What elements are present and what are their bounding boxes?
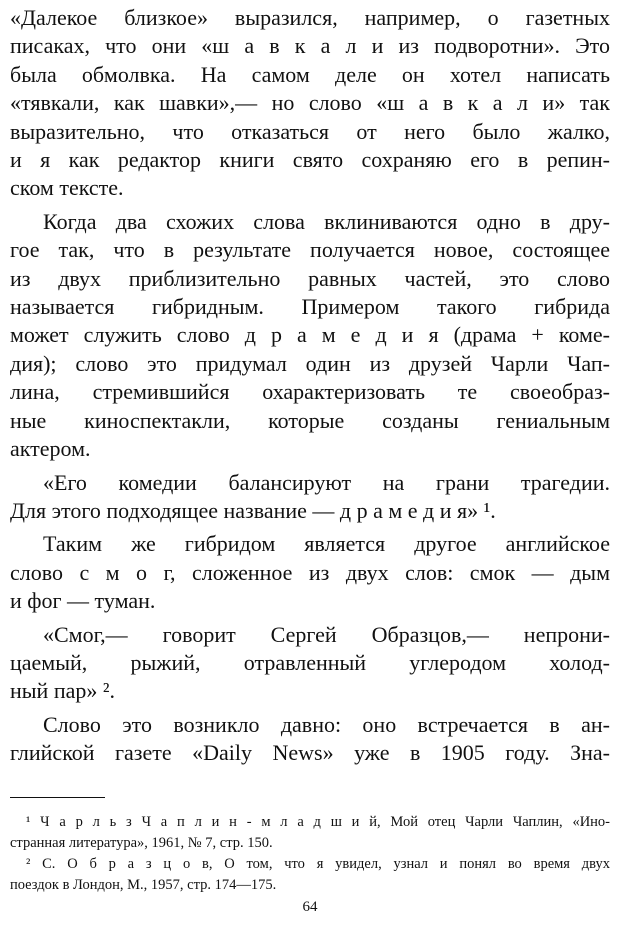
paragraph-5-quote: [10, 621, 610, 706]
text-line: «тявкали, как шавки»,— но слово «ш а в к а л и» так: [10, 90, 610, 116]
text-line: Когда два схожих слова вклиниваются одно в дру-: [43, 208, 610, 234]
text-line: называется гибридным. Примером такого гибрида: [10, 294, 610, 320]
text-line: и я как редактор книги свято сохраняю его в репин-: [10, 147, 610, 173]
text-line: гое так, что в результате получается новое, состоящее: [10, 237, 610, 263]
text-line: и фог — туман.: [10, 588, 156, 614]
paragraph-2: [10, 208, 610, 464]
text-line: слово с м о г, сложенное из двух слов: смок — дым: [10, 559, 610, 585]
footnotes: [10, 812, 610, 896]
main-text: [10, 4, 610, 768]
footnote-line: странная литература», 1961, № 7, стр. 150.: [10, 835, 273, 851]
paragraph-4: [10, 530, 610, 615]
text-line: ском тексте.: [10, 175, 124, 201]
paragraph-1: [10, 4, 610, 203]
text-line: из двух приблизительно равных частей, это слово: [10, 265, 610, 291]
text-line: «Его комедии балансируют на грани трагедии.: [43, 469, 610, 495]
footnote-line: поездок в Лондон, М., 1957, стр. 174—175.: [10, 877, 277, 893]
text-line: актером.: [10, 436, 91, 462]
paragraph-6: [10, 711, 610, 768]
text-line: была обмолвка. На самом деле он хотел написать: [10, 61, 610, 87]
page-number: 64: [302, 899, 318, 915]
text-line: Таким же гибридом является другое английское: [43, 531, 610, 557]
text-line: ные киноспектакли, которые созданы гениальным: [10, 407, 610, 433]
text-line: выразительно, что отказаться от него было жалко,: [10, 118, 610, 144]
paragraph-3-quote: [10, 469, 610, 526]
text-line: Для этого подходящее название — д р а м е д и я» ¹.: [10, 497, 496, 523]
footnote-divider: [10, 797, 105, 798]
text-line: лина, стремившийся охарактеризовать те своеобраз-: [10, 379, 610, 405]
footnote-line: ¹ Ч а р л ь з Ч а п л и н - м л а д ш и й, Мой отец Чарли Чаплин, «Ино-: [26, 814, 610, 830]
footnote-2: [10, 854, 610, 896]
footnote-line: ² С. О б р а з ц о в, О том, что я увидел, узнал и понял во время двух: [26, 856, 610, 872]
footnote-1: [10, 812, 610, 854]
text-line: глийской газете «Daily News» уже в 1905 году. Зна-: [10, 740, 610, 766]
text-line: цаемый, рыжий, отравленный углеродом холод-: [10, 649, 610, 675]
text-line: Слово это возникло давно: оно встречается в ан-: [43, 711, 610, 737]
text-line: «Далекое близкое» выразился, например, о газетных: [10, 5, 610, 30]
text-line: ный пар» ².: [10, 678, 115, 704]
text-line: «Смог,— говорит Сергей Образцов,— непрони-: [43, 621, 610, 647]
text-line: может служить слово д р а м е д и я (драма + коме-: [10, 322, 610, 348]
text-line: дия); слово это придумал один из друзей Чарли Чап-: [10, 350, 610, 376]
text-line: писаках, что они «ш а в к а л и из подворотни». Это: [10, 33, 610, 59]
